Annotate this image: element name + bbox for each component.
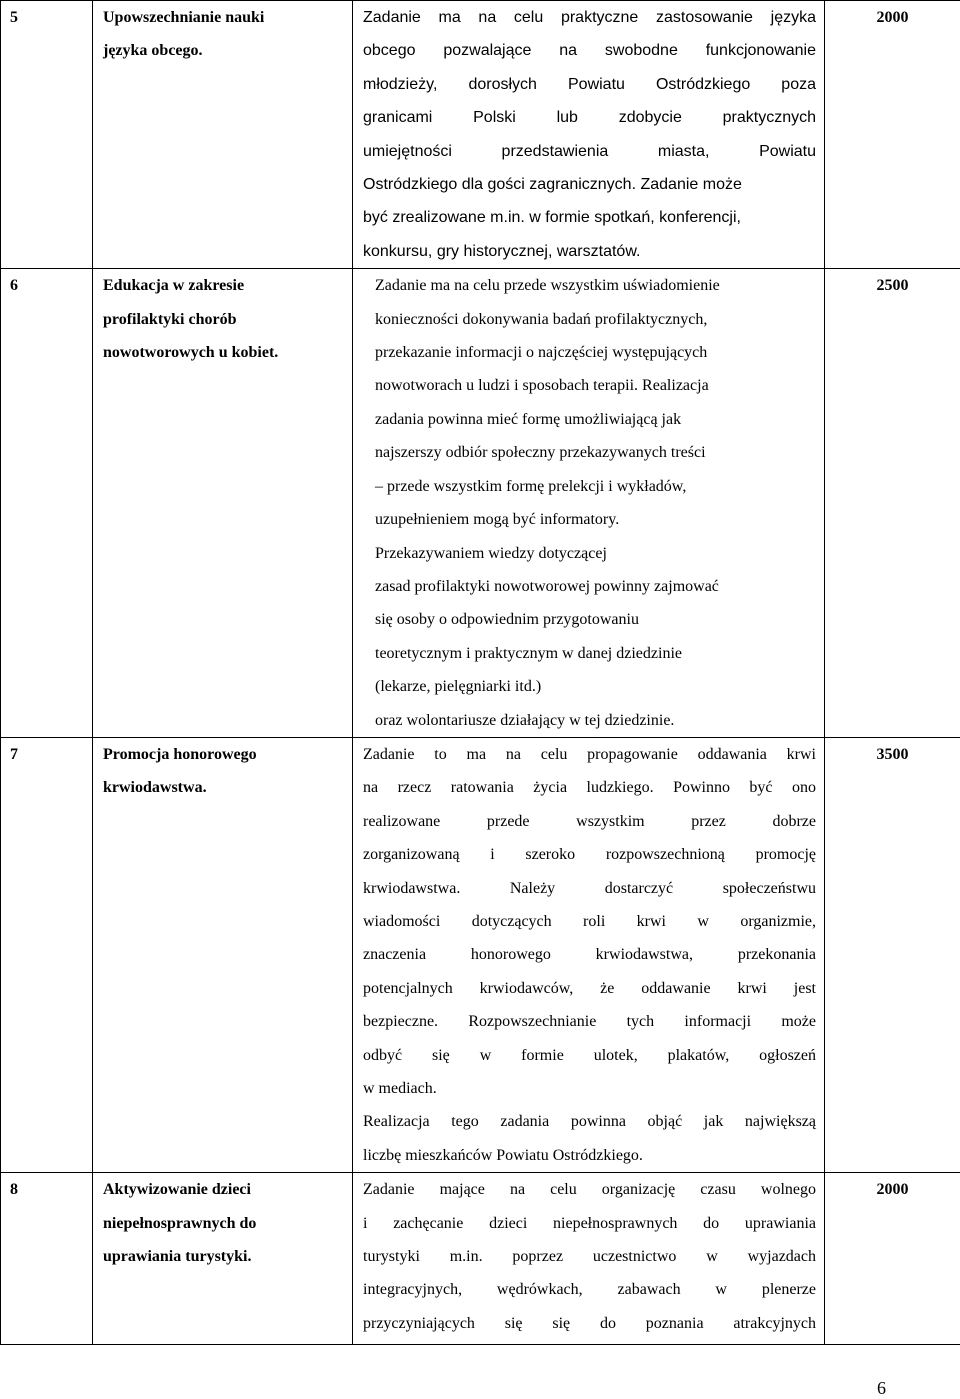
amount: 2500 <box>825 269 960 738</box>
task-title: Promocja honorowego krwiodawstwa. <box>93 737 353 1172</box>
task-description: Zadanie ma na celu przede wszystkim uświadomienie konieczności dokonywania badań profilaktycznych, przekazanie informacji o najczęściej występujących nowotworach u ludzi i sposobach terapii. Realizacja zadania powinna mieć formę umożliwiającą jak najszerszy odbiór społeczny przekazywanych treści – przede wszystkim formę prelekcji i wykładów, uzupełnieniem mogą być informatory. Przekazywaniem wiedzy dotyczącej zasad profilaktyki nowotworowej powinny zajmować się osoby o odpowiednim przygotowaniu teoretycznym i praktycznym w danej dziedzinie (lekarze, pielęgniarki itd.) oraz wolontariusze działający w tej dziedzinie. <box>353 269 825 738</box>
table-row <box>1 737 960 1172</box>
task-title: Aktywizowanie dzieci niepełnosprawnych do uprawiania turystyki. <box>93 1173 353 1345</box>
amount: 3500 <box>825 737 960 1172</box>
table-row <box>1 1 960 269</box>
row-number: 5 <box>1 1 93 269</box>
table-row <box>1 1173 960 1345</box>
amount: 2000 <box>825 1 960 269</box>
task-description: Zadanie mające na celu organizację czasu wolnego i zachęcanie dzieci niepełnosprawnych do uprawiania turystyki m.in. poprzez uczestnictwo w wyjazdach integracyjnych, wędrówkach, zabawach w plenerze przyczyniających się się do poznania atrakcyjnych <box>353 1173 825 1345</box>
task-title: Edukacja w zakresie profilaktyki chorób nowotworowych u kobiet. <box>93 269 353 738</box>
task-description: Zadanie to ma na celu propagowanie oddawania krwi na rzecz ratowania życia ludzkiego. Powinno być ono realizowane przede wszystkim przez dobrze zorganizowaną i szeroko rozpowszechnioną promocję krwiodawstwa. Należy dostarczyć społeczeństwu wiadomości dotyczących roli krwi w organizmie, znaczenia honorowego krwiodawstwa, przekonania potencjalnych krwiodawców, że oddawanie krwi jest bezpieczne. Rozpowszechnianie tych informacji może odbyć się w formie ulotek, plakatów, ogłoszeń w mediach. Realizacja tego zadania powinna objąć jak największą liczbę mieszkańców Powiatu Ostródzkiego. <box>353 737 825 1172</box>
row-number: 6 <box>1 269 93 738</box>
row-number: 8 <box>1 1173 93 1345</box>
page-number: 6 <box>877 1378 886 1399</box>
task-description: Zadanie ma na celu praktyczne zastosowanie języka obcego pozwalające na swobodne funkcjonowanie młodzieży, dorosłych Powiatu Ostródzkiego poza granicami Polski lub zdobycie praktycznych umiejętności przedstawienia miasta, Powiatu Ostródzkiego dla gości zagranicznych. Zadanie może być zrealizowane m.in. w formie spotkań, konferencji, konkursu, gry historycznej, warsztatów. <box>353 1 825 269</box>
task-title: Upowszechnianie nauki języka obcego. <box>93 1 353 269</box>
row-number: 7 <box>1 737 93 1172</box>
amount: 2000 <box>825 1173 960 1345</box>
table-row <box>1 269 960 738</box>
